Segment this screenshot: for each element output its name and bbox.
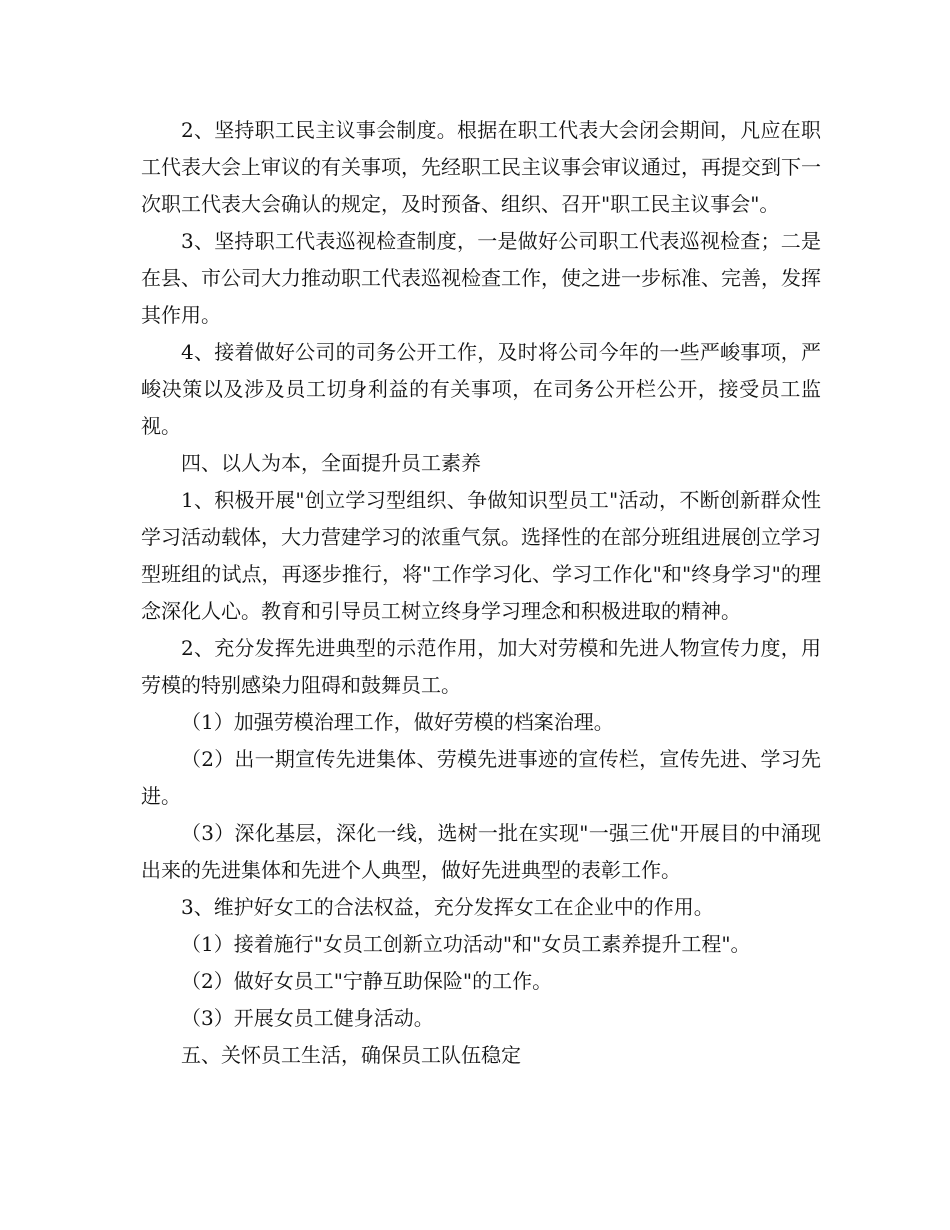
list-item-select-models: （3）深化基层，深化一线，选树一批在实现"一强三优"开展目的中涌现出来的先进集体和先进个人典型，做好先进典型的表彰工作。 — [141, 821, 821, 882]
section-heading-people-first: 四、以人为本，全面提升员工素养 — [181, 451, 481, 475]
paragraph-democratic-council: 2、坚持职工民主议事会制度。根据在职工代表大会闭会期间，凡应在职工代表大会上审议的有关事项，先经职工民主议事会审议通过，再提交到下一次职工代表大会确认的规定，及时预备、组织、召开"职工民主议事会"。 — [141, 118, 821, 216]
list-item-model-management: （1）加强劳模治理工作，做好劳模的档案治理。 — [181, 710, 614, 734]
list-item-female-innovation: （1）接着施行"女员工创新立功活动"和"女员工素养提升工程"。 — [181, 932, 751, 956]
paragraph-inspection-system: 3、坚持职工代表巡视检查制度，一是做好公司职工代表巡视检查；二是在县、市公司大力推动职工代表巡视检查工作，使之进一步标准、完善，发挥其作用。 — [141, 229, 821, 327]
section-heading-care-for-staff: 五、关怀员工生活，确保员工队伍稳定 — [181, 1043, 521, 1067]
list-item-female-fitness: （3）开展女员工健身活动。 — [181, 1006, 434, 1030]
paragraph-role-models: 2、充分发挥先进典型的示范作用，加大对劳模和先进人物宣传力度，用劳模的特别感染力阻碍和鼓舞员工。 — [141, 636, 821, 697]
document-body — [141, 112, 821, 1074]
paragraph-learning-organization: 1、积极开展"创立学习型组织、争做知识型员工"活动，不断创新群众性学习活动载体，大力营建学习的浓重气氛。选择性的在部分班组进展创立学习型班组的试点，再逐步推行，将"工作学习化、学习工作化"和"终身学习"的理念深化人心。教育和引导员工树立终身学习理念和积极进取的精神。 — [141, 488, 821, 623]
paragraph-affairs-disclosure: 4、接着做好公司的司务公开工作，及时将公司今年的一些严峻事项，严峻决策以及涉及员工切身利益的有关事项，在司务公开栏公开，接受员工监视。 — [141, 340, 821, 438]
list-item-female-insurance: （2）做好女员工"宁静互助保险"的工作。 — [181, 969, 553, 993]
list-item-publicity-board: （2）出一期宣传先进集体、劳模先进事迹的宣传栏，宣传先进、学习先进。 — [141, 747, 821, 808]
paragraph-female-workers: 3、维护好女工的合法权益，充分发挥女工在企业中的作用。 — [181, 895, 714, 919]
